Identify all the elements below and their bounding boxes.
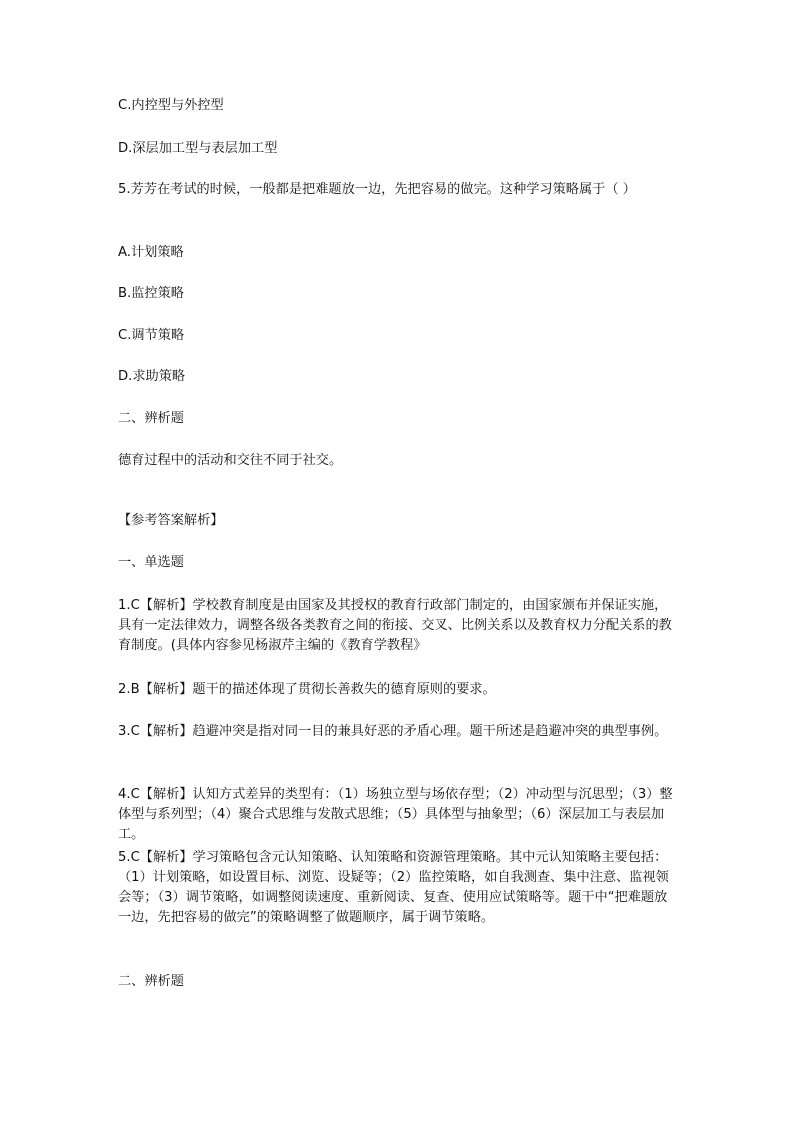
- answer-3: 3.C【解析】趋避冲突是指对同一目的兼具好恶的矛盾心理。题干所述是趋避冲突的典型事例。: [118, 724, 668, 739]
- q5-option-a: A.计划策略: [118, 245, 184, 260]
- answer-4: 4.C【解析】认知方式差异的类型有：（1）场独立型与场依存型；（2）冲动型与沉思型；（3）整体型与系列型；（4）聚合式思维与发散式思维；（5）具体型与抽象型；（6）深层加工与表层加工。: [118, 787, 673, 842]
- section-2-heading: 二、辨析题: [118, 411, 184, 426]
- answer-2: 2.B【解析】题干的描述体现了贯彻长善救失的德育原则的要求。: [118, 682, 496, 697]
- option-d: D.深层加工型与表层加工型: [118, 141, 278, 156]
- section-2-question: 德育过程中的活动和交往不同于社交。: [118, 453, 343, 468]
- answers-title: 【参考答案解析】: [118, 513, 224, 528]
- answers-section-2-heading: 二、辨析题: [118, 974, 184, 989]
- question-5-stem: 5.芳芳在考试的时候，一般都是把难题放一边，先把容易的做完。这种学习策略属于（ ）: [118, 182, 636, 197]
- answer-5: 5.C【解析】学习策略包含元认知策略、认知策略和资源管理策略。其中元认知策略主要包括：（1）计划策略，如设置目标、浏览、设疑等；（2）监控策略，如自我测查、集中注意、监视领会等；（3）调节策略，如调整阅读速度、重新阅读、复查、使用应试策略等。题干中“把难题放一边，先把容易的做完”的策略调整了做题顺序，属于调节策略。: [118, 850, 669, 925]
- option-c: C.内控型与外控型: [118, 98, 224, 113]
- answers-section-1-heading: 一、单选题: [118, 555, 184, 570]
- q5-option-c: C.调节策略: [118, 328, 185, 343]
- q5-option-b: B.监控策略: [118, 286, 184, 301]
- answer-1: 1.C【解析】学校教育制度是由国家及其授权的教育行政部门制定的，由国家颁布并保证实施，具有一定法律效力，调整各级各类教育之间的衔接、交叉、比例关系以及教育权力分配关系的教育制度。(具体内容参见杨淑芹主编的《教育学教程》: [118, 598, 672, 653]
- q5-option-d: D.求助策略: [118, 369, 186, 384]
